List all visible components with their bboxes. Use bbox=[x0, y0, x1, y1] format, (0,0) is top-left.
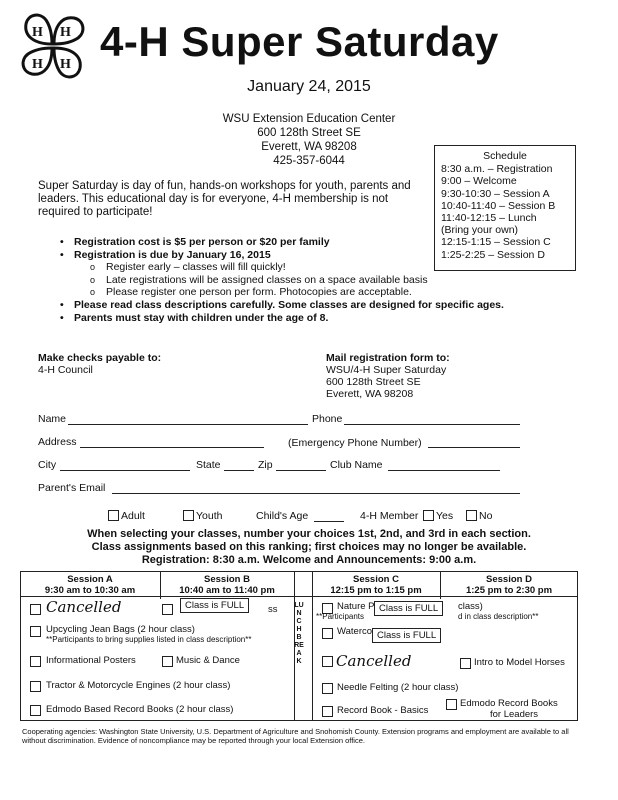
address-line: Everett, WA 98208 bbox=[261, 141, 357, 153]
phone-label: Phone bbox=[312, 413, 343, 425]
zip-field[interactable] bbox=[276, 470, 326, 471]
class-full-label: Class is FULL bbox=[180, 598, 249, 613]
class-full-label: Class is FULL bbox=[374, 601, 443, 616]
adult-checkbox[interactable] bbox=[108, 510, 119, 521]
bullet-parents: • Parents must stay with children under the age of 8. bbox=[60, 312, 530, 325]
intro-model-horses-label: Intro to Model Horses bbox=[474, 657, 565, 668]
session-c-note-end: d in class description** bbox=[458, 612, 539, 621]
record-book-checkbox[interactable] bbox=[322, 706, 333, 717]
needle-felting-label: Needle Felting (2 hour class) bbox=[337, 682, 459, 693]
4h-clover-logo bbox=[14, 8, 90, 84]
emergency-phone-field[interactable] bbox=[428, 447, 520, 448]
page-title: 4-H Super Saturday bbox=[100, 18, 499, 65]
informational-posters-checkbox[interactable] bbox=[30, 656, 41, 667]
svg-text:H: H bbox=[60, 57, 71, 72]
session-c-note: **Participants bbox=[316, 612, 365, 621]
city-field[interactable] bbox=[60, 470, 190, 471]
session-c-name: Session C bbox=[353, 574, 399, 585]
schedule-item: 1:25-2:25 – Session D bbox=[441, 248, 545, 261]
session-d-name: Session D bbox=[486, 574, 532, 585]
schedule-item: 9:30-10:30 – Session A bbox=[441, 187, 550, 200]
session-b-header bbox=[160, 574, 294, 596]
address-label: Address bbox=[38, 436, 77, 448]
session-c-time: 12:15 pm to 1:15 pm bbox=[330, 585, 422, 596]
emergency-label: (Emergency Phone Number) bbox=[288, 437, 422, 449]
watercolor-label: Waterco bbox=[337, 626, 373, 637]
schedule-item: (Bring your own) bbox=[441, 224, 519, 237]
tractor-checkbox[interactable] bbox=[30, 681, 41, 692]
watercolor-checkbox[interactable] bbox=[322, 628, 333, 639]
childs-age-field[interactable] bbox=[314, 521, 344, 522]
schedule-item: 9:00 – Welcome bbox=[441, 175, 517, 188]
payable-label: Make checks payable to: bbox=[38, 352, 162, 364]
member-no-checkbox[interactable] bbox=[466, 510, 477, 521]
state-label: State bbox=[196, 459, 221, 471]
tractor-label: Tractor & Motorcycle Engines (2 hour class) bbox=[46, 680, 231, 691]
mail-label: Mail registration form to: bbox=[326, 352, 450, 364]
class-checkbox[interactable] bbox=[162, 604, 173, 615]
edmodo-leaders-label: Edmodo Record Books bbox=[460, 698, 558, 709]
schedule-heading: Schedule bbox=[483, 150, 527, 162]
bullet-cost: • Registration cost is $5 per person or $20 per family bbox=[60, 236, 530, 249]
record-book-label: Record Book - Basics bbox=[337, 705, 429, 716]
upcycling-note: **Participants to bring supplies listed in class description** bbox=[46, 635, 252, 644]
mail-block bbox=[326, 352, 450, 400]
footer-disclaimer: Cooperating agencies: Washington State University, U.S. Department of Agriculture and Snohomish County. Extension programs and employment are available to all without discrimination. Evidence of noncompliance may be reported through your local Extension office. bbox=[22, 727, 569, 745]
state-field[interactable] bbox=[224, 470, 254, 471]
youth-checkbox[interactable] bbox=[183, 510, 194, 521]
class-label-fragment: ss bbox=[268, 604, 278, 615]
intro-model-horses-checkbox[interactable] bbox=[460, 658, 471, 669]
address-line: 425-357-6044 bbox=[273, 155, 345, 167]
schedule-item: 11:40-12:15 – Lunch bbox=[441, 212, 537, 225]
address-field[interactable] bbox=[80, 447, 264, 448]
edmodo-checkbox[interactable] bbox=[30, 705, 41, 716]
member-yes-checkbox[interactable] bbox=[423, 510, 434, 521]
class-full-label: Class is FULL bbox=[372, 628, 441, 643]
address-line: 600 128th Street SE bbox=[257, 127, 361, 139]
member-label: 4-H Member bbox=[360, 510, 419, 522]
name-label: Name bbox=[38, 413, 67, 425]
edmodo-leaders-checkbox[interactable] bbox=[446, 699, 457, 710]
bullet-due: • Registration is due by January 16, 2015 bbox=[60, 249, 530, 262]
zip-label: Zip bbox=[258, 459, 273, 471]
sub-bullet: o Register early – classes will fill quickly! bbox=[60, 261, 530, 274]
club-name-field[interactable] bbox=[388, 470, 500, 471]
sub-bullet: o Please register one person per form. Photocopies are acceptable. bbox=[60, 286, 530, 299]
email-field[interactable] bbox=[112, 493, 520, 494]
city-label: City bbox=[38, 459, 57, 471]
session-a-header bbox=[20, 574, 160, 596]
upcycling-checkbox[interactable] bbox=[30, 626, 41, 637]
intro-paragraph: Super Saturday is day of fun, hands-on workshops for youth, parents and leaders. This educational day is for everyone, 4-H membership is not required to participate! bbox=[38, 180, 411, 218]
class-checkbox[interactable] bbox=[322, 656, 333, 667]
upcycling-label: Upcycling Jean Bags (2 hour class) bbox=[46, 624, 195, 635]
edmodo-leaders-label-2: for Leaders bbox=[490, 709, 539, 720]
session-a-time: 9:30 am to 10:30 am bbox=[44, 585, 136, 596]
instructions-line-2: Class assignments based on this ranking; first choices may no longer be available. bbox=[91, 541, 527, 553]
svg-text:H: H bbox=[60, 25, 71, 40]
edmodo-label: Edmodo Based Record Books (2 hour class) bbox=[46, 704, 234, 715]
payable-block bbox=[38, 352, 161, 376]
session-c-header bbox=[312, 574, 440, 596]
address-line: WSU Extension Education Center bbox=[222, 113, 396, 125]
informational-posters-label: Informational Posters bbox=[46, 655, 136, 666]
mail-line: WSU/4-H Super Saturday bbox=[326, 364, 447, 376]
music-dance-label: Music & Dance bbox=[176, 655, 240, 666]
cancelled-handwriting: Cancelled bbox=[46, 598, 122, 616]
sub-bullet: o Late registrations will be assigned classes on a space available basis bbox=[60, 274, 436, 287]
session-b-name: Session B bbox=[204, 574, 250, 585]
mail-line: Everett, WA 98208 bbox=[326, 388, 414, 400]
svg-text:H: H bbox=[32, 57, 43, 72]
no-label: No bbox=[479, 510, 493, 522]
club-label: Club Name bbox=[330, 459, 383, 471]
yes-label: Yes bbox=[436, 510, 454, 522]
info-bullets bbox=[60, 236, 530, 324]
mail-line: 600 128th Street SE bbox=[326, 376, 421, 388]
svg-text:H: H bbox=[32, 25, 43, 40]
childs-age-label: Child's Age bbox=[256, 510, 309, 522]
schedule-item: 8:30 a.m. – Registration bbox=[441, 163, 553, 176]
youth-label: Youth bbox=[196, 510, 223, 522]
music-dance-checkbox[interactable] bbox=[162, 656, 173, 667]
instructions-line-3: Registration: 8:30 a.m. Welcome and Announcements: 9:00 a.m. bbox=[141, 554, 477, 566]
schedule-item: 10:40-11:40 – Session B bbox=[441, 199, 556, 212]
lunch-break-vertical-text: LUNCH BREAK bbox=[294, 602, 304, 665]
event-date: January 24, 2015 bbox=[247, 78, 371, 95]
session-a-name: Session A bbox=[67, 574, 113, 585]
payable-value: 4-H Council bbox=[38, 364, 93, 376]
bullet-read: • Please read class descriptions carefully. Some classes are designed for specific ages. bbox=[60, 299, 530, 312]
name-field[interactable] bbox=[68, 424, 308, 425]
needle-felting-checkbox[interactable] bbox=[322, 683, 333, 694]
class-checkbox[interactable] bbox=[30, 604, 41, 615]
session-b-time: 10:40 am to 11:40 pm bbox=[179, 585, 275, 596]
nature-label: Nature P bbox=[337, 601, 375, 612]
email-label: Parent's Email bbox=[38, 482, 106, 494]
cancelled-handwriting: Cancelled bbox=[336, 652, 412, 670]
session-d-time: 1:25 pm to 2:30 pm bbox=[465, 585, 553, 596]
phone-field[interactable] bbox=[344, 424, 520, 425]
table-header-divider bbox=[20, 596, 578, 597]
session-d-header bbox=[440, 574, 578, 596]
instructions-line-1: When selecting your classes, number your choices 1st, 2nd, and 3rd in each section. bbox=[87, 528, 531, 540]
adult-label: Adult bbox=[121, 510, 145, 522]
schedule-item: 12:15-1:15 – Session C bbox=[441, 236, 551, 249]
nature-label-end: class) bbox=[458, 601, 483, 612]
